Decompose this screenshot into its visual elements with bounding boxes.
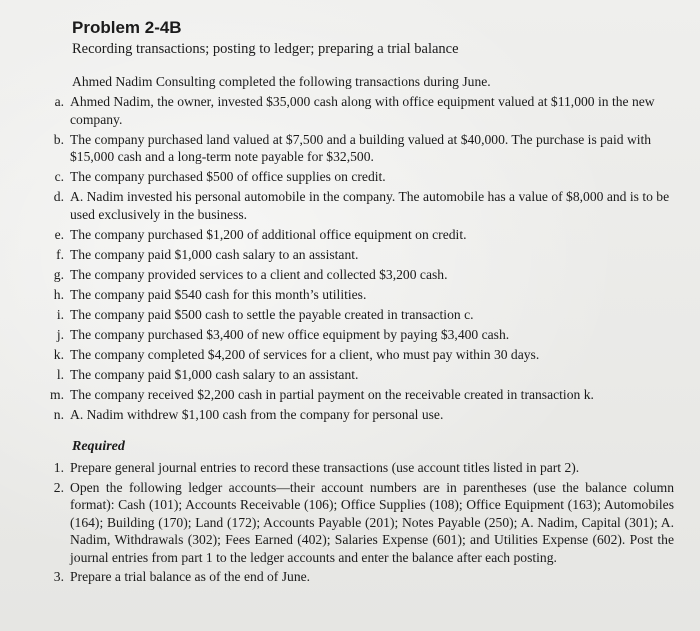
- item-label: f.: [56, 246, 64, 262]
- requirement-label: 1.: [53, 460, 64, 475]
- problem-title: Problem 2-4B: [72, 18, 182, 37]
- item-label: d.: [53, 189, 64, 204]
- item-label: h.: [53, 286, 64, 302]
- transaction-list: [44, 93, 674, 426]
- item-text: The company received $2,200 cash in partial payment on the receivable created in transaction k.: [70, 386, 594, 402]
- transaction-item: [44, 131, 674, 166]
- transaction-item: [44, 406, 674, 424]
- requirement-text: Prepare general journal entries to record these transactions (use account titles listed in part 2).: [70, 460, 580, 475]
- item-label: i.: [56, 306, 64, 322]
- item-text: The company purchased land valued at $7,500 and a building valued at $40,000. The purchase is paid with $15,000 cash and a long-term note payable for $32,500.: [70, 131, 652, 164]
- required-heading: Required: [72, 439, 125, 454]
- item-text: The company paid $500 cash to settle the payable created in transaction c.: [70, 306, 474, 322]
- requirement-text: Open the following ledger accounts—their account numbers are in parentheses (use the balance column format): Cash (101); Accounts Receivable (106); Office Supplies (108); Office Equipment (163); Automobiles (164); Building (170); Land (172); Accounts Payable (201); Notes Payable (250); A. Nadim, Capital (301); A. Nadim, Withdrawals (302); Fees Earned (402); Salaries Expense (601); and Utilities Expense (602). Post the journal entries from part 1 to the ledger accounts and enter the balance after each posting.: [70, 479, 674, 565]
- item-label: e.: [54, 226, 64, 242]
- item-text: The company provided services to a client and collected $3,200 cash.: [70, 266, 448, 282]
- transaction-item: [44, 246, 674, 264]
- item-label: l.: [56, 366, 64, 382]
- item-text: The company purchased $500 of office supplies on credit.: [70, 169, 386, 184]
- item-label: m.: [50, 386, 64, 402]
- transaction-item: [44, 93, 674, 128]
- item-label: n.: [53, 406, 64, 422]
- item-text: The company completed $4,200 of services for a client, who must pay within 30 days.: [70, 346, 540, 362]
- item-text: The company paid $1,000 cash salary to an assistant.: [70, 246, 359, 262]
- transaction-item: [44, 386, 674, 404]
- item-label: b.: [53, 131, 64, 147]
- transaction-item: [44, 286, 674, 304]
- item-text: The company purchased $1,200 of additional office equipment on credit.: [70, 226, 467, 242]
- requirement-text: Prepare a trial balance as of the end of June.: [70, 569, 311, 584]
- transaction-item: [44, 188, 674, 223]
- item-text: The company paid $540 cash for this month’s utilities.: [70, 286, 367, 302]
- item-label: c.: [54, 169, 64, 184]
- item-text: A. Nadim withdrew $1,100 cash from the company for personal use.: [70, 406, 444, 422]
- item-label: g.: [53, 266, 64, 282]
- transaction-item: [44, 226, 674, 244]
- item-label: a.: [54, 94, 64, 109]
- transaction-item: [44, 346, 674, 364]
- item-text: The company paid $1,000 cash salary to an assistant.: [70, 366, 359, 382]
- requirement-item: [44, 459, 674, 477]
- transaction-item: [44, 168, 674, 186]
- item-label: j.: [56, 326, 64, 342]
- item-text: A. Nadim invested his personal automobile in the company. The automobile has a value of $8,000 and is to be used exclusively in the business.: [70, 189, 670, 222]
- transaction-item: [44, 366, 674, 384]
- problem-intro: Ahmed Nadim Consulting completed the following transactions during June.: [72, 74, 491, 89]
- problem-subtitle: Recording transactions; posting to ledger; preparing a trial balance: [72, 41, 459, 57]
- requirement-item: [44, 479, 674, 567]
- requirements-list: [44, 459, 674, 588]
- transaction-item: [44, 266, 674, 284]
- requirement-item: [44, 568, 674, 586]
- transaction-item: [44, 326, 674, 344]
- transaction-item: [44, 306, 674, 324]
- item-label: k.: [53, 346, 64, 362]
- item-text: Ahmed Nadim, the owner, invested $35,000 cash along with office equipment valued at $11,000 in the new company.: [70, 94, 655, 127]
- requirement-label: 2.: [53, 479, 64, 495]
- item-text: The company purchased $3,400 of new office equipment by paying $3,400 cash.: [70, 326, 510, 342]
- requirement-label: 3.: [53, 569, 64, 584]
